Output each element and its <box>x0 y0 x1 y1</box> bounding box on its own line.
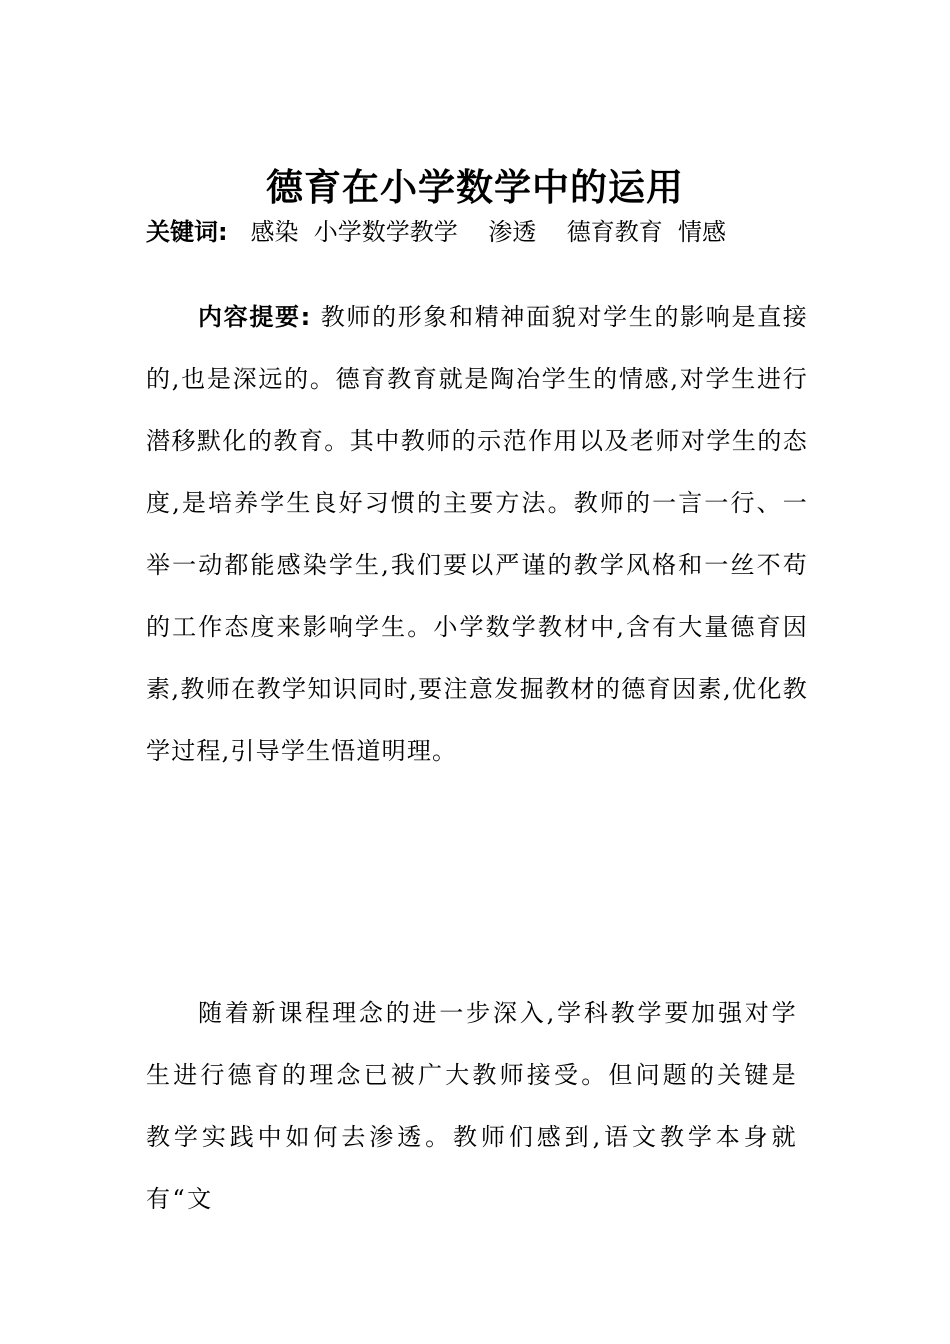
abstract-paragraph <box>146 286 808 782</box>
keywords-line <box>146 212 826 252</box>
keywords-text: 感染 小学数学教学 渗透 德育教育 情感 <box>227 218 727 246</box>
keywords-label: 关键词: <box>146 218 228 246</box>
document-title: 德育在小学数学中的运用 <box>266 165 684 209</box>
abstract-text: 教师的形象和精神面貌对学生的影响是直接的,也是深远的。德育教育就是陶冶学生的情感,对学生进行潜移默化的教育。其中教师的示范作用以及老师对学生的态度,是培养学生良好习惯的主要方法。教师的一言一行、一举一动都能感染学生,我们要以严谨的教学风格和一丝不苟的工作态度来影响学生。小学数学教材中,含有大量德育因素,教师在教学知识同时,要注意发掘教材的德育因素,优化教学过程,引导学生悟道明理。 <box>146 303 808 765</box>
abstract-label: 内容提要: <box>198 303 312 331</box>
body-paragraph: 随着新课程理念的进一步深入,学科教学要加强对学生进行德育的理念已被广大教师接受。但问题的关键是教学实践中如何去渗透。教师们感到,语文教学本身就有“文 <box>146 999 798 1213</box>
